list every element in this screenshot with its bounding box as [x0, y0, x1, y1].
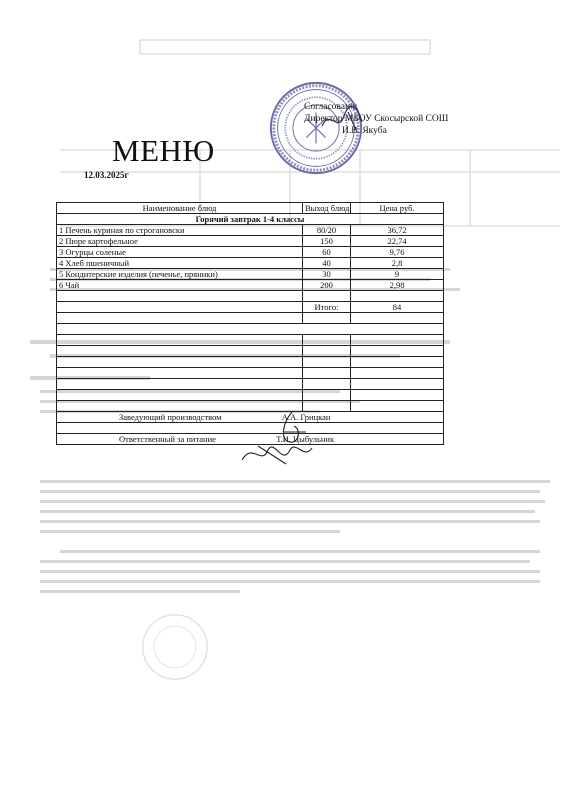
dish-output: 60 [303, 247, 351, 258]
header-price: Цена руб. [351, 203, 444, 214]
total-value: 84 [351, 302, 444, 313]
dish-price: 2,8 [351, 258, 444, 269]
signature-row [57, 412, 444, 423]
header-output: Выход блюд [303, 203, 351, 214]
dish-name: 4 Хлеб пшеничный [57, 258, 303, 269]
approval-label: Согласовано: [304, 102, 358, 112]
nutrition-responsible-role: Ответственный за питание [119, 434, 216, 444]
table-row [57, 269, 444, 280]
empty-row [57, 423, 444, 434]
dish-name: 5 Кондитерские изделия (печенье, пряники) [57, 269, 303, 280]
empty-row [57, 401, 444, 412]
table-row [57, 258, 444, 269]
empty-row [57, 346, 444, 357]
dish-name: 3 Огурцы соленые [57, 247, 303, 258]
dish-output: 40 [303, 258, 351, 269]
menu-table [56, 202, 444, 445]
menu-date: 12.03.2025г [84, 170, 129, 180]
empty-row [57, 368, 444, 379]
dish-name: 6 Чай [57, 280, 303, 291]
empty-row [57, 324, 444, 335]
faint-stamp-bleed [140, 612, 210, 682]
dish-price: 2,98 [351, 280, 444, 291]
dish-name: 1 Печень куриная по строгановски [57, 225, 303, 236]
nutrition-responsible-name: Т.И. Цыбульник [276, 434, 335, 444]
page-title: МЕНЮ [112, 133, 215, 168]
section-row [57, 214, 444, 225]
table-row [57, 225, 444, 236]
dish-price: 9,76 [351, 247, 444, 258]
production-head-role: Заведующий производством [119, 412, 222, 422]
dish-price: 9 [351, 269, 444, 280]
empty-row [57, 335, 444, 346]
empty-row [57, 313, 444, 324]
approval-position: Директор МБОУ Скосырской СОШ [304, 114, 449, 124]
production-head-name: А.А. Грицкан [281, 412, 331, 422]
dish-output: 200 [303, 280, 351, 291]
total-row [57, 302, 444, 313]
table-header-row [57, 203, 444, 214]
dish-output: 30 [303, 269, 351, 280]
empty-row [57, 379, 444, 390]
table-row [57, 247, 444, 258]
dish-name: 2 Пюре картофельное [57, 236, 303, 247]
empty-row [57, 357, 444, 368]
dish-price: 22,74 [351, 236, 444, 247]
total-label: Итого: [303, 302, 351, 313]
dish-price: 36,72 [351, 225, 444, 236]
director-signature [318, 104, 378, 136]
empty-row [57, 390, 444, 401]
nutrition-responsible-signature [238, 436, 318, 470]
section-title: Горячий завтрак 1-4 классы [57, 214, 444, 225]
dish-output: 80/20 [303, 225, 351, 236]
dish-output: 150 [303, 236, 351, 247]
empty-row [57, 291, 444, 302]
approval-director-name: И.В. Якуба [342, 126, 387, 136]
header-name: Наименование блюд [57, 203, 303, 214]
table-row [57, 236, 444, 247]
table-row [57, 280, 444, 291]
